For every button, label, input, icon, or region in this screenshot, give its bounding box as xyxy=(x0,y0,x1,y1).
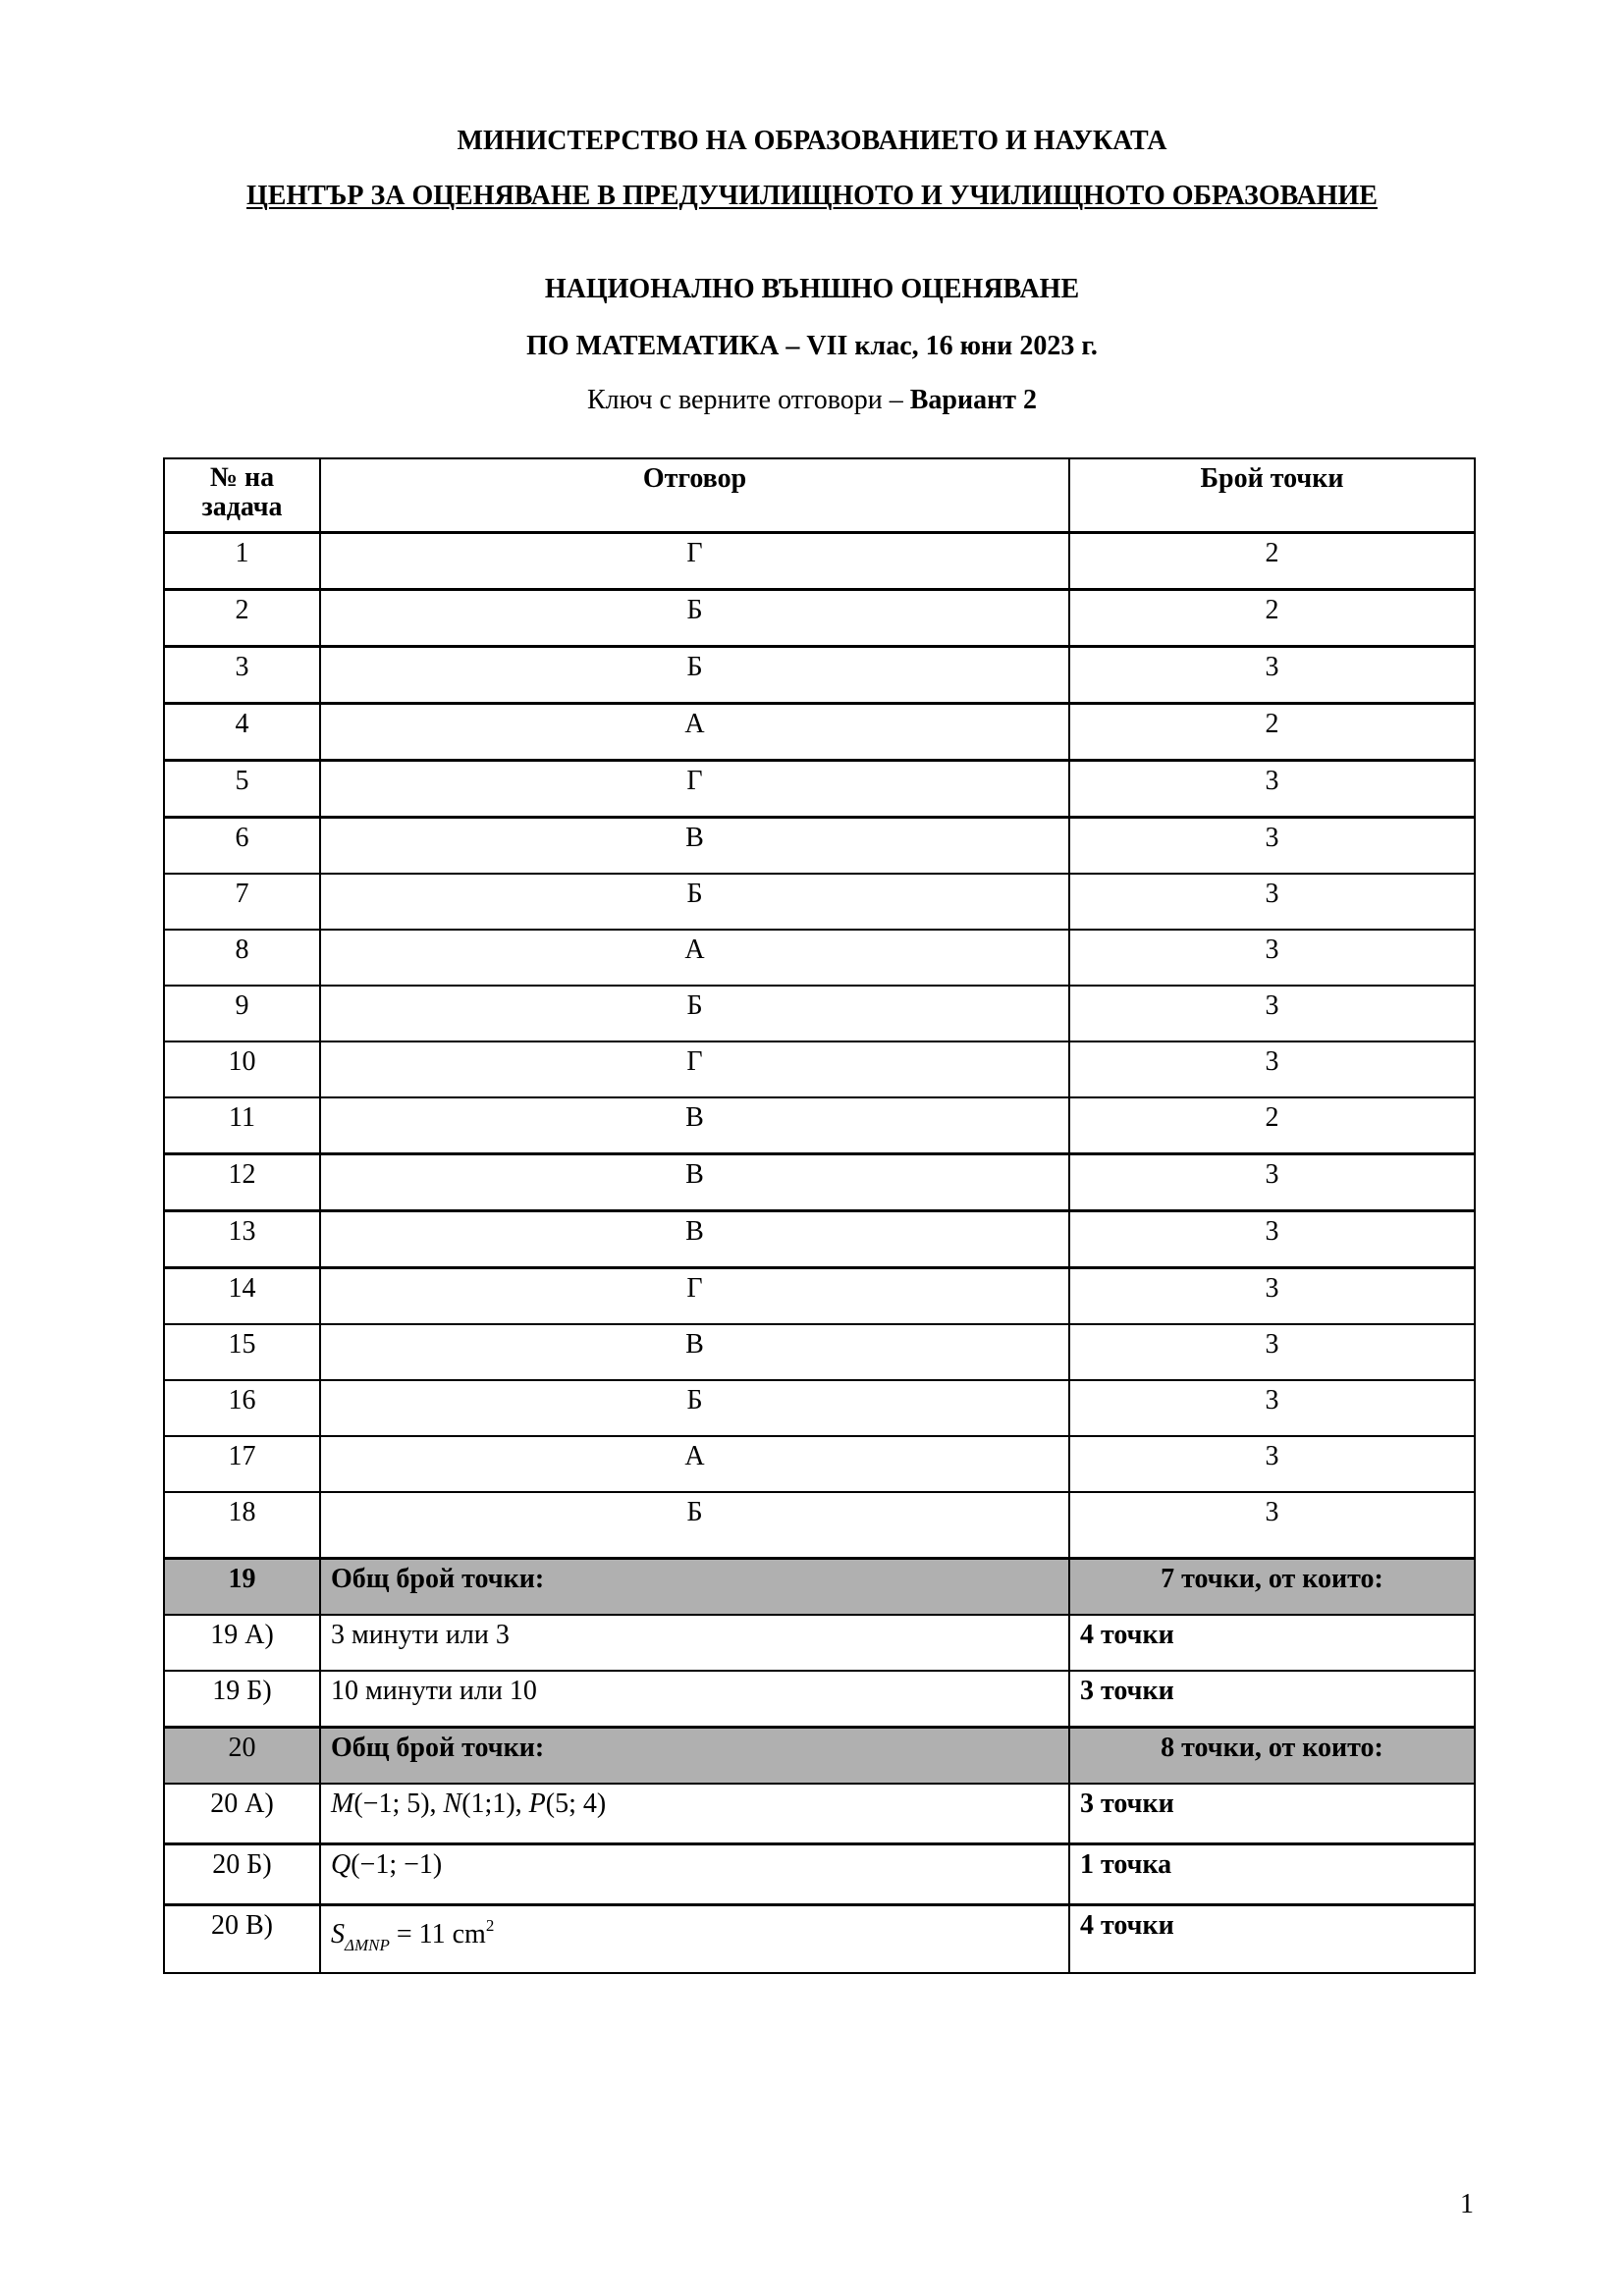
task-number-cell: 13 xyxy=(164,1211,320,1268)
task-number-cell: 4 xyxy=(164,704,320,761)
area-symbol: S xyxy=(331,1919,345,1949)
points-cell: 3 xyxy=(1069,1041,1475,1097)
ministry-heading: МИНИСТЕРСТВО НА ОБРАЗОВАНИЕТО И НАУКАТА xyxy=(457,126,1167,156)
table-header-row xyxy=(164,458,1475,533)
total-label-cell: Общ брой точки: xyxy=(320,1728,1069,1785)
task-number-cell: 9 xyxy=(164,986,320,1041)
task-number-cell: 20 Б) xyxy=(164,1844,320,1905)
point-q-label: Q xyxy=(331,1849,352,1880)
area-exponent: 2 xyxy=(485,1916,495,1935)
answer-cell xyxy=(320,1784,1069,1844)
table-row xyxy=(164,1436,1475,1492)
table-row xyxy=(164,930,1475,986)
points-cell: 4 точки xyxy=(1069,1905,1475,1974)
answer-cell: Г xyxy=(320,1041,1069,1097)
task-19-summary-row xyxy=(164,1559,1475,1616)
table-row xyxy=(164,704,1475,761)
task-number-cell: 11 xyxy=(164,1097,320,1154)
page-number: 1 xyxy=(1460,2189,1474,2219)
points-cell: 3 xyxy=(1069,818,1475,875)
point-n-label: N xyxy=(443,1789,462,1819)
table-row xyxy=(164,1211,1475,1268)
task-number-cell: 12 xyxy=(164,1154,320,1211)
task-20-part-row xyxy=(164,1905,1475,1974)
table-row xyxy=(164,590,1475,647)
answer-cell: Б xyxy=(320,1380,1069,1436)
points-cell: 2 xyxy=(1069,1097,1475,1154)
answer-cell: В xyxy=(320,1097,1069,1154)
answer-key-label: Ключ с верните отговори – xyxy=(586,385,910,415)
table-row xyxy=(164,647,1475,704)
task-number-cell: 17 xyxy=(164,1436,320,1492)
points-cell: 3 xyxy=(1069,874,1475,930)
answer-key-table xyxy=(163,457,1476,1974)
answer-cell: Б xyxy=(320,647,1069,704)
points-cell: 1 точка xyxy=(1069,1844,1475,1905)
points-cell: 3 xyxy=(1069,986,1475,1041)
points-cell: 3 точки xyxy=(1069,1784,1475,1844)
answer-cell: Б xyxy=(320,590,1069,647)
task-number-cell: 3 xyxy=(164,647,320,704)
table-row xyxy=(164,1097,1475,1154)
task-number-cell: 1 xyxy=(164,533,320,590)
answer-cell: Б xyxy=(320,986,1069,1041)
task-number-cell: 5 xyxy=(164,761,320,818)
task-20-summary-row xyxy=(164,1728,1475,1785)
answer-cell: В xyxy=(320,1324,1069,1380)
points-cell: 2 xyxy=(1069,704,1475,761)
answer-cell: В xyxy=(320,818,1069,875)
table-row xyxy=(164,533,1475,590)
task-number-cell: 15 xyxy=(164,1324,320,1380)
point-q-coords: (−1; −1) xyxy=(351,1849,443,1880)
answer-cell: 10 минути или 10 xyxy=(320,1671,1069,1728)
answer-cell: А xyxy=(320,930,1069,986)
table-row xyxy=(164,1154,1475,1211)
task-number-cell: 20 В) xyxy=(164,1905,320,1974)
points-cell: 4 точки xyxy=(1069,1615,1475,1671)
answer-cell xyxy=(320,1905,1069,1974)
task-number-cell: 7 xyxy=(164,874,320,930)
header-task-number-line1: № на xyxy=(209,462,275,493)
task-number-cell: 18 xyxy=(164,1492,320,1559)
table-row xyxy=(164,986,1475,1041)
task-number-cell: 16 xyxy=(164,1380,320,1436)
task-19-part-row xyxy=(164,1671,1475,1728)
header-points: Брой точки xyxy=(1069,458,1475,533)
table-row xyxy=(164,1324,1475,1380)
task-number-cell: 20 xyxy=(164,1728,320,1785)
exam-title: НАЦИОНАЛНО ВЪНШНО ОЦЕНЯВАНЕ xyxy=(544,274,1080,304)
table-row xyxy=(164,1041,1475,1097)
points-cell: 3 xyxy=(1069,1380,1475,1436)
points-cell: 3 xyxy=(1069,1492,1475,1559)
answer-cell xyxy=(320,1844,1069,1905)
task-number-cell: 19 xyxy=(164,1559,320,1616)
exam-subtitle: ПО МАТЕМАТИКА – VII клас, 16 юни 2023 г. xyxy=(526,331,1098,361)
answer-cell: В xyxy=(320,1211,1069,1268)
points-cell: 3 xyxy=(1069,761,1475,818)
task-number-cell: 8 xyxy=(164,930,320,986)
total-points-cell: 8 точки, от които: xyxy=(1069,1728,1475,1785)
points-cell: 2 xyxy=(1069,533,1475,590)
total-label-cell: Общ брой точки: xyxy=(320,1559,1069,1616)
task-number-cell: 10 xyxy=(164,1041,320,1097)
table-row xyxy=(164,1492,1475,1559)
point-p-label: P xyxy=(528,1789,546,1819)
total-points-cell: 7 точки, от които: xyxy=(1069,1559,1475,1616)
table-row xyxy=(164,761,1475,818)
header-answer: Отговор xyxy=(320,458,1069,533)
point-n-coords: (1;1), xyxy=(461,1789,529,1819)
area-subscript: ΔMNP xyxy=(345,1936,390,1954)
points-cell: 3 xyxy=(1069,647,1475,704)
point-m-label: M xyxy=(331,1789,354,1819)
point-m-coords: (−1; 5), xyxy=(353,1789,444,1819)
answer-cell: А xyxy=(320,1436,1069,1492)
point-p-coords: (5; 4) xyxy=(545,1789,607,1819)
points-cell: 3 xyxy=(1069,930,1475,986)
task-20-part-row xyxy=(164,1844,1475,1905)
points-cell: 3 xyxy=(1069,1436,1475,1492)
points-cell: 2 xyxy=(1069,590,1475,647)
table-row xyxy=(164,818,1475,875)
points-cell: 3 xyxy=(1069,1324,1475,1380)
table-row xyxy=(164,874,1475,930)
answer-cell: Г xyxy=(320,533,1069,590)
header-task-number xyxy=(164,458,320,533)
task-number-cell: 19 А) xyxy=(164,1615,320,1671)
answer-cell: 3 минути или 3 xyxy=(320,1615,1069,1671)
task-number-cell: 6 xyxy=(164,818,320,875)
points-cell: 3 точки xyxy=(1069,1671,1475,1728)
answer-cell: Б xyxy=(320,874,1069,930)
answer-cell: В xyxy=(320,1154,1069,1211)
points-cell: 3 xyxy=(1069,1268,1475,1325)
task-19-part-row xyxy=(164,1615,1475,1671)
answer-cell: А xyxy=(320,704,1069,761)
points-cell: 3 xyxy=(1069,1154,1475,1211)
task-number-cell: 20 А) xyxy=(164,1784,320,1844)
area-value: = 11 cm xyxy=(389,1919,486,1949)
task-number-cell: 14 xyxy=(164,1268,320,1325)
table-row xyxy=(164,1268,1475,1325)
task-number-cell: 2 xyxy=(164,590,320,647)
header-task-number-line2: задача xyxy=(201,492,283,522)
center-heading: ЦЕНТЪР ЗА ОЦЕНЯВАНЕ В ПРЕДУЧИЛИЩНОТО И УЧИЛИЩНОТО ОБРАЗОВАНИЕ xyxy=(246,181,1378,211)
task-20-part-row xyxy=(164,1784,1475,1844)
answer-cell: Б xyxy=(320,1492,1069,1559)
table-row xyxy=(164,1380,1475,1436)
answer-key-title xyxy=(0,385,1624,416)
points-cell: 3 xyxy=(1069,1211,1475,1268)
variant-label: Вариант 2 xyxy=(909,385,1038,415)
task-number-cell: 19 Б) xyxy=(164,1671,320,1728)
answer-cell: Г xyxy=(320,761,1069,818)
answer-cell: Г xyxy=(320,1268,1069,1325)
